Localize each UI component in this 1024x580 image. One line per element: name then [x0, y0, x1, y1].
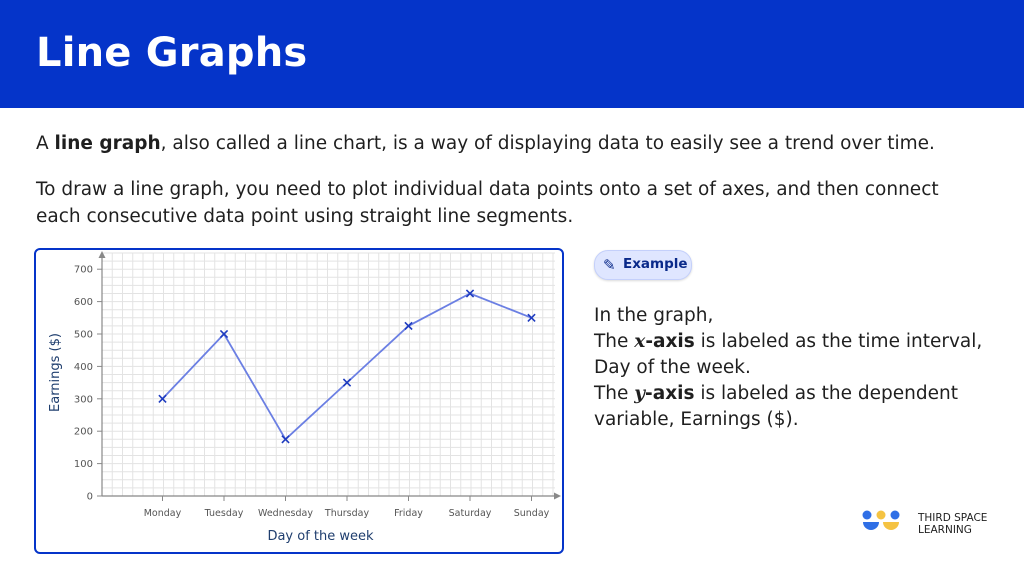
- x-tick-label: Thursday: [324, 508, 370, 519]
- x-tick-label: Saturday: [448, 508, 492, 519]
- x-tick-label: Sunday: [513, 508, 550, 519]
- x-variable: x: [634, 331, 646, 352]
- y-tick-label: 200: [73, 426, 93, 438]
- header-banner: [0, 0, 1024, 108]
- line-chart: [36, 250, 562, 552]
- y-tick-label: 600: [73, 297, 93, 309]
- y-tick-label: 700: [73, 264, 93, 276]
- y-variable: y: [634, 383, 646, 404]
- y-axis-arrow-icon: [99, 251, 106, 258]
- y-tick-label: 100: [73, 459, 93, 471]
- y-tick-label: 300: [73, 394, 93, 406]
- y-tick-label: 500: [73, 329, 93, 341]
- x-tick-label: Monday: [143, 508, 182, 519]
- example-explanation: [594, 303, 1014, 433]
- intro-paragraph-1: A line graph, also called a line chart, is a way of displaying data to easily see a trend over time.: [36, 133, 935, 154]
- x-tick-label: Tuesday: [204, 508, 244, 519]
- grid-lines: [102, 253, 555, 496]
- explanation-line-2: The x-axis is labeled as the time interval,: [594, 331, 983, 352]
- page-title: Line Graphs: [36, 30, 308, 76]
- brand-name: THIRD SPACE LEARNING: [918, 512, 988, 536]
- term-line-graph: line graph: [54, 133, 161, 154]
- x-tick-label: Friday: [394, 508, 423, 519]
- y-axis-label: Earnings ($): [48, 333, 63, 412]
- y-tick-label: 400: [73, 361, 93, 373]
- example-chip-label: Example: [623, 256, 688, 272]
- line-chart-card: [34, 248, 564, 554]
- example-chip[interactable]: [594, 250, 692, 280]
- explanation-line-4: The y-axis is labeled as the dependent: [594, 383, 958, 404]
- x-axis-arrow-icon: [554, 493, 561, 500]
- explanation-line-3: Day of the week.: [594, 357, 751, 378]
- x-axis-label: Day of the week: [267, 529, 374, 544]
- intro-paragraph-2: To draw a line graph, you need to plot individual data points onto a set of axes, and then connect each consecutive data point using straight line segments.: [36, 179, 939, 227]
- y-tick-label: 0: [86, 491, 93, 503]
- explanation-line-5: variable, Earnings ($).: [594, 409, 799, 430]
- explanation-line-1: In the graph,: [594, 305, 714, 326]
- pencil-icon: ✎: [603, 256, 616, 274]
- x-tick-label: Wednesday: [257, 508, 314, 519]
